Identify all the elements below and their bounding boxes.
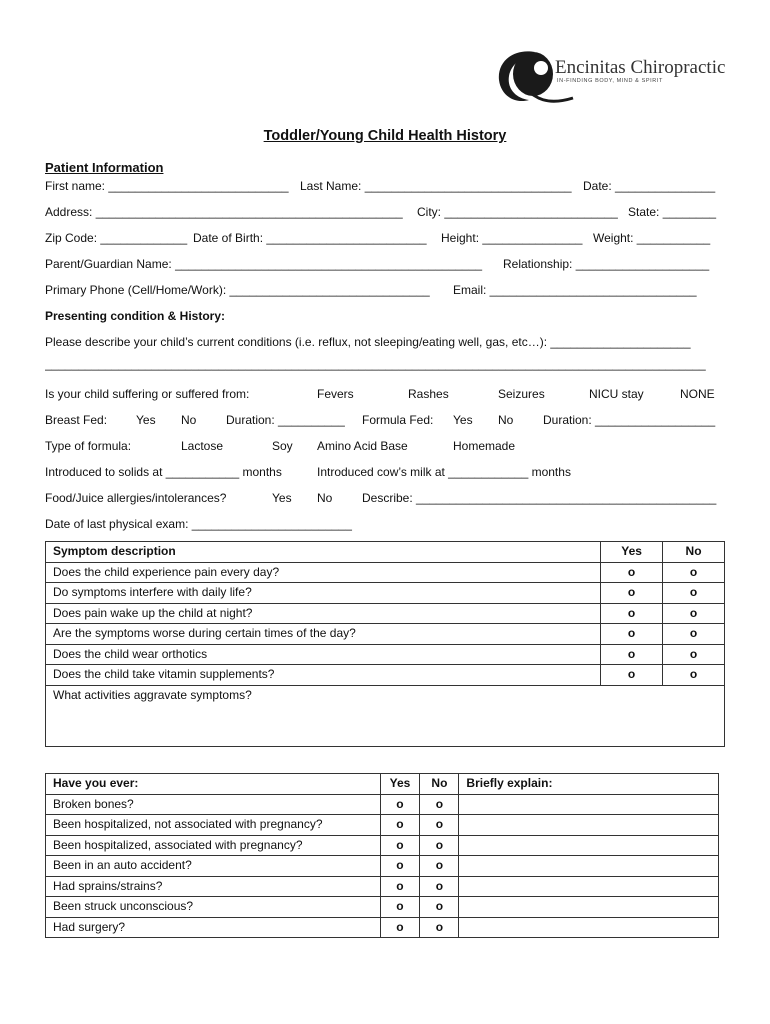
event-question: Been hospitalized, associated with pregnancy? <box>46 835 381 856</box>
symptom-question: Does the child wear orthotics <box>46 644 601 665</box>
no-option[interactable]: o <box>663 665 725 686</box>
option-nicu[interactable]: NICU stay <box>589 387 644 401</box>
symptom-question: Are the symptoms worse during certain times of the day? <box>46 624 601 645</box>
ever-header: Have you ever: <box>46 774 381 795</box>
no-header: No <box>420 774 459 795</box>
table-row <box>46 665 725 686</box>
explain-header: Briefly explain: <box>459 774 719 795</box>
dob-field[interactable]: Date of Birth: ________________________ <box>193 231 427 245</box>
event-question: Had surgery? <box>46 917 381 938</box>
solids-field[interactable]: Introduced to solids at ___________ months <box>45 465 282 479</box>
formula-type-label: Type of formula: <box>45 439 132 453</box>
yes-header: Yes <box>380 774 420 795</box>
state-field[interactable]: State: ________ <box>628 205 717 219</box>
yes-option[interactable]: o <box>380 794 420 815</box>
table-header-row <box>46 542 725 563</box>
last-exam-field[interactable]: Date of last physical exam: ________________________ <box>45 517 352 531</box>
table-row <box>46 835 719 856</box>
conditions-line[interactable]: ___________________________________________________________________________________________________ <box>45 357 706 371</box>
formula-soy[interactable]: Soy <box>272 439 293 453</box>
no-header: No <box>663 542 725 563</box>
table-row <box>46 583 725 604</box>
yes-option[interactable]: o <box>380 897 420 918</box>
relationship-field[interactable]: Relationship: ____________________ <box>503 257 710 271</box>
yes-option[interactable]: o <box>601 562 663 583</box>
event-question: Been in an auto accident? <box>46 856 381 877</box>
option-rashes[interactable]: Rashes <box>408 387 449 401</box>
table-row <box>46 562 725 583</box>
symptom-question: Does pain wake up the child at night? <box>46 603 601 624</box>
formula-amino[interactable]: Amino Acid Base <box>317 439 408 453</box>
option-seizures[interactable]: Seizures <box>498 387 545 401</box>
date-field[interactable]: Date: _______________ <box>583 179 716 193</box>
formula-fed-no[interactable]: No <box>498 413 514 427</box>
address-field[interactable]: Address: ______________________________________________ <box>45 205 403 219</box>
table-row <box>46 794 719 815</box>
formula-lactose[interactable]: Lactose <box>181 439 224 453</box>
allergies-describe[interactable]: Describe: _____________________________________________ <box>362 491 717 505</box>
formula-homemade[interactable]: Homemade <box>453 439 516 453</box>
parent-name-field[interactable]: Parent/Guardian Name: ______________________________________________ <box>45 257 483 271</box>
no-option[interactable]: o <box>420 835 459 856</box>
breast-fed-duration[interactable]: Duration: __________ <box>226 413 345 427</box>
symptom-header: Symptom description <box>46 542 601 563</box>
explain-field[interactable] <box>459 835 719 856</box>
form-title: Toddler/Young Child Health History <box>263 128 507 144</box>
formula-fed-label: Formula Fed: <box>362 413 434 427</box>
table-row <box>46 624 725 645</box>
table-row <box>46 917 719 938</box>
activities-row <box>46 685 725 746</box>
event-question: Broken bones? <box>46 794 381 815</box>
no-option[interactable]: o <box>420 794 459 815</box>
option-fevers[interactable]: Fevers <box>317 387 354 401</box>
symptom-question: Does the child experience pain every day? <box>46 562 601 583</box>
yes-header: Yes <box>601 542 663 563</box>
no-option[interactable]: o <box>663 624 725 645</box>
breast-fed-label: Breast Fed: <box>45 413 108 427</box>
yes-option[interactable]: o <box>380 835 420 856</box>
activities-field[interactable]: What activities aggravate symptoms? <box>46 685 725 746</box>
email-field[interactable]: Email: _______________________________ <box>453 283 697 297</box>
yes-option[interactable]: o <box>601 665 663 686</box>
first-name-field[interactable]: First name: ___________________________ <box>45 179 289 193</box>
last-name-field[interactable]: Last Name: _______________________________ <box>300 179 572 193</box>
table-header-row <box>46 774 719 795</box>
phone-field[interactable]: Primary Phone (Cell/Home/Work): ______________________________ <box>45 283 430 297</box>
symptom-question: Does the child take vitamin supplements? <box>46 665 601 686</box>
event-question: Had sprains/strains? <box>46 876 381 897</box>
explain-field[interactable] <box>459 876 719 897</box>
yes-option[interactable]: o <box>380 876 420 897</box>
no-option[interactable]: o <box>663 644 725 665</box>
table-row <box>46 644 725 665</box>
no-option[interactable]: o <box>420 815 459 836</box>
weight-field[interactable]: Weight: ___________ <box>593 231 711 245</box>
table-row <box>46 897 719 918</box>
table-row <box>46 815 719 836</box>
history-heading: Presenting condition & History: <box>45 309 226 323</box>
no-option[interactable]: o <box>663 603 725 624</box>
no-option[interactable]: o <box>420 876 459 897</box>
breast-fed-yes[interactable]: Yes <box>136 413 156 427</box>
option-none[interactable]: NONE <box>680 387 715 401</box>
table-row <box>46 856 719 877</box>
symptom-question: Do symptoms interfere with daily life? <box>46 583 601 604</box>
breast-fed-no[interactable]: No <box>181 413 197 427</box>
brand-name: Encinitas Chiropractic <box>555 57 726 78</box>
no-option[interactable]: o <box>663 583 725 604</box>
explain-field[interactable] <box>459 897 719 918</box>
yes-option[interactable]: o <box>380 815 420 836</box>
yes-option[interactable]: o <box>380 917 420 938</box>
symptoms-table <box>45 541 725 747</box>
history-events-table <box>45 773 719 938</box>
formula-fed-duration[interactable]: Duration: __________________ <box>543 413 716 427</box>
yes-option[interactable]: o <box>601 644 663 665</box>
formula-fed-yes[interactable]: Yes <box>453 413 473 427</box>
allergies-label: Food/Juice allergies/intolerances? <box>45 491 227 505</box>
city-field[interactable]: City: __________________________ <box>417 205 618 219</box>
event-question: Been struck unconscious? <box>46 897 381 918</box>
zip-field[interactable]: Zip Code: _____________ <box>45 231 188 245</box>
explain-field[interactable] <box>459 794 719 815</box>
explain-field[interactable] <box>459 856 719 877</box>
allergies-yes[interactable]: Yes <box>272 491 292 505</box>
suffering-question: Is your child suffering or suffered from: <box>45 387 250 401</box>
yes-option[interactable]: o <box>601 583 663 604</box>
cows-milk-field[interactable]: Introduced cow’s milk at ____________ months <box>317 465 571 479</box>
patient-info-heading: Patient Information <box>45 160 164 175</box>
conditions-field[interactable]: Please describe your child’s current conditions (i.e. reflux, not sleeping/eating well, gas, etc…): _____________________ <box>45 335 691 349</box>
yes-option[interactable]: o <box>601 603 663 624</box>
no-option[interactable]: o <box>420 856 459 877</box>
no-option[interactable]: o <box>663 562 725 583</box>
no-option[interactable]: o <box>420 897 459 918</box>
allergies-no[interactable]: No <box>317 491 333 505</box>
explain-field[interactable] <box>459 815 719 836</box>
brand-tagline: IN-FINDING BODY, MIND & SPIRIT <box>557 78 663 84</box>
no-option[interactable]: o <box>420 917 459 938</box>
table-row <box>46 603 725 624</box>
event-question: Been hospitalized, not associated with pregnancy? <box>46 815 381 836</box>
yes-option[interactable]: o <box>601 624 663 645</box>
height-field[interactable]: Height: _______________ <box>441 231 583 245</box>
yes-option[interactable]: o <box>380 856 420 877</box>
explain-field[interactable] <box>459 917 719 938</box>
table-row <box>46 876 719 897</box>
